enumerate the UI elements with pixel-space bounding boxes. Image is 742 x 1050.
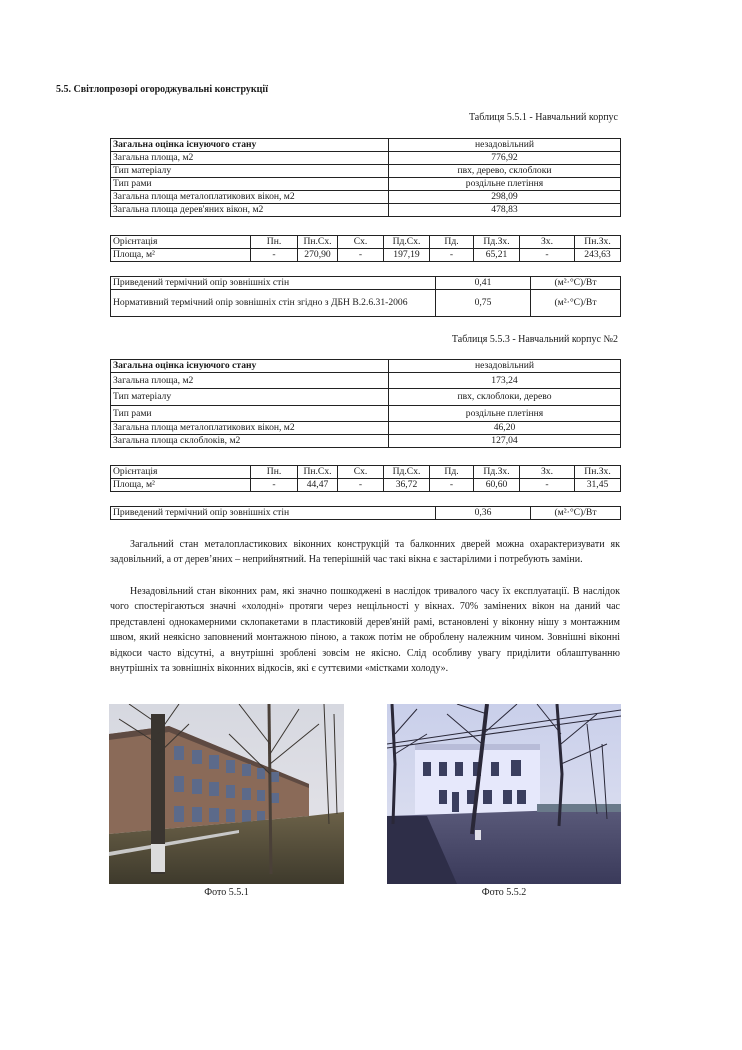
section-title: 5.5. Світлопрозорі огороджувальні конструкції	[56, 84, 268, 95]
table-5-5-3-general	[110, 359, 621, 448]
value-ne: 270,90	[298, 249, 338, 262]
direction-e: Сх.	[338, 236, 384, 249]
header-label: Орієнтація	[111, 236, 251, 249]
photo-caption-5-5-2: Фото 5.5.2	[481, 887, 527, 898]
paragraph-1: Загальний стан металопластикових віконних конструкцій та балконних дверей можна охарактеризувати як задовільний, а от дерев’яних – неприйнятний. На теперішній час такі вікна є застарілими і потребують заміни.	[110, 539, 620, 566]
row-label: Тип рами	[111, 178, 389, 191]
school-building-photo-icon	[109, 704, 344, 884]
row-label: Загальна площа дерев'яних вікон, м2	[111, 204, 389, 217]
row-value: 46,20	[389, 422, 621, 435]
direction-e: Сх.	[338, 466, 384, 479]
row-unit: (м²·°С)/Вт	[531, 290, 621, 317]
row-unit: (м²·°С)/Вт	[531, 277, 621, 290]
direction-sw: Пд.Зх.	[474, 466, 520, 479]
table-5-5-1-general	[110, 138, 621, 217]
direction-sw: Пд.Зх.	[474, 236, 520, 249]
table-row	[111, 422, 621, 435]
row-value: 776,92	[389, 152, 621, 165]
row-label: Тип матеріалу	[111, 165, 389, 178]
row-value: 0,75	[436, 290, 531, 317]
table-row	[111, 466, 621, 479]
row-value: роздільне плетіння	[389, 178, 621, 191]
value-e: -	[338, 479, 384, 492]
direction-w: Зх.	[520, 236, 575, 249]
table-row	[111, 165, 621, 178]
direction-n: Пн.	[251, 236, 298, 249]
header-label: Орієнтація	[111, 466, 251, 479]
row-label: Загальна площа склоблоків, м2	[111, 435, 389, 448]
row-label: Нормативний термічний опір зовнішніх стін згідно з ДБН В.2.6.31-2006	[111, 290, 436, 317]
table-row	[111, 507, 621, 520]
row-value: 127,04	[389, 435, 621, 448]
table-row	[111, 191, 621, 204]
value-se: 197,19	[384, 249, 430, 262]
row-value: пвх, дерево, склоблоки	[389, 165, 621, 178]
row-label: Тип рами	[111, 406, 389, 422]
value-ne: 44,47	[298, 479, 338, 492]
direction-n: Пн.	[251, 466, 298, 479]
table-caption-5-5-3: Таблиця 5.5.3 - Навчальний корпус №2	[451, 334, 618, 345]
row-value: 0,36	[436, 507, 531, 520]
row-unit: (м²·°С)/Вт	[531, 507, 621, 520]
row-label: Загальна оцінка існуючого стану	[111, 360, 389, 373]
row-label: Загальна площа, м2	[111, 152, 389, 165]
table-row	[111, 360, 621, 373]
table-row	[111, 435, 621, 448]
row-label: Загальна площа металоплатикових вікон, м2	[111, 191, 389, 204]
direction-w: Зх.	[520, 466, 575, 479]
row-value: 478,83	[389, 204, 621, 217]
row-value: незадовільний	[389, 139, 621, 152]
table-row	[111, 389, 621, 406]
value-s: -	[430, 479, 474, 492]
row-label: Приведений термічний опір зовнішніх стін	[111, 277, 436, 290]
value-e: -	[338, 249, 384, 262]
table-row	[111, 139, 621, 152]
value-s: -	[430, 249, 474, 262]
value-n: -	[251, 249, 298, 262]
table-5-5-1-orientation	[110, 235, 621, 262]
paragraph-2: Незадовільний стан віконних рам, які значно пошкоджені в наслідок тривалого часу їх експлуатації. В наслідок чого спостерігаються значні «холодні» протяги через нещільності у вікнах. 70% замінених вікон на даний час представлені однокамерними склопакетами в пластиковій дерев'яній рамі, встановлені у віконну нішу з монтажним швом, який неякісно заповнений монтажною піною, а також потім не оброблену належним чином. Зовнішні віконні відкоси часто відсутні, а внутрішні зроблені зовсім не якісно. Слід особливу увагу приділити облаштуванню внутрішніх та зовнішніх віконних відкосів, які є суттєвими «містками холоду».	[110, 586, 620, 675]
white-building-photo-icon	[387, 704, 621, 884]
row-value: 0,41	[436, 277, 531, 290]
row-value: 298,09	[389, 191, 621, 204]
row-value: роздільне плетіння	[389, 406, 621, 422]
table-row	[111, 236, 621, 249]
table-row	[111, 204, 621, 217]
value-nw: 243,63	[575, 249, 621, 262]
value-w: -	[520, 479, 575, 492]
row-value: 173,24	[389, 373, 621, 389]
table-5-5-1-thermal	[110, 276, 621, 317]
direction-ne: Пн.Сх.	[298, 236, 338, 249]
row-label: Загальна площа, м2	[111, 373, 389, 389]
value-n: -	[251, 479, 298, 492]
row-label: Тип матеріалу	[111, 389, 389, 406]
photo-caption-5-5-1: Фото 5.5.1	[204, 887, 249, 898]
table-row	[111, 178, 621, 191]
table-5-5-3-thermal	[110, 506, 621, 520]
row-value: незадовільний	[389, 360, 621, 373]
table-row	[111, 406, 621, 422]
row-label: Площа, м²	[111, 249, 251, 262]
value-sw: 60,60	[474, 479, 520, 492]
row-value: пвх, склоблоки, дерево	[389, 389, 621, 406]
row-label: Загальна оцінка існуючого стану	[111, 139, 389, 152]
direction-nw: Пн.Зх.	[575, 236, 621, 249]
table-row	[111, 290, 621, 317]
row-label: Площа, м²	[111, 479, 251, 492]
value-sw: 65,21	[474, 249, 520, 262]
table-row	[111, 277, 621, 290]
table-5-5-3-orientation	[110, 465, 621, 492]
value-w: -	[520, 249, 575, 262]
photo-5-5-1	[109, 704, 344, 884]
table-caption-5-5-1: Таблиця 5.5.1 - Навчальний корпус	[468, 112, 618, 123]
photo-5-5-2	[387, 704, 621, 884]
direction-se: Пд.Сх.	[384, 466, 430, 479]
direction-ne: Пн.Сх.	[298, 466, 338, 479]
direction-s: Пд.	[430, 466, 474, 479]
direction-s: Пд.	[430, 236, 474, 249]
table-row	[111, 373, 621, 389]
row-label: Приведений термічний опір зовнішніх стін	[111, 507, 436, 520]
row-label: Загальна площа металоплатикових вікон, м2	[111, 422, 389, 435]
table-row	[111, 479, 621, 492]
direction-nw: Пн.Зх.	[575, 466, 621, 479]
value-nw: 31,45	[575, 479, 621, 492]
table-row	[111, 152, 621, 165]
value-se: 36,72	[384, 479, 430, 492]
direction-se: Пд.Сх.	[384, 236, 430, 249]
table-row	[111, 249, 621, 262]
